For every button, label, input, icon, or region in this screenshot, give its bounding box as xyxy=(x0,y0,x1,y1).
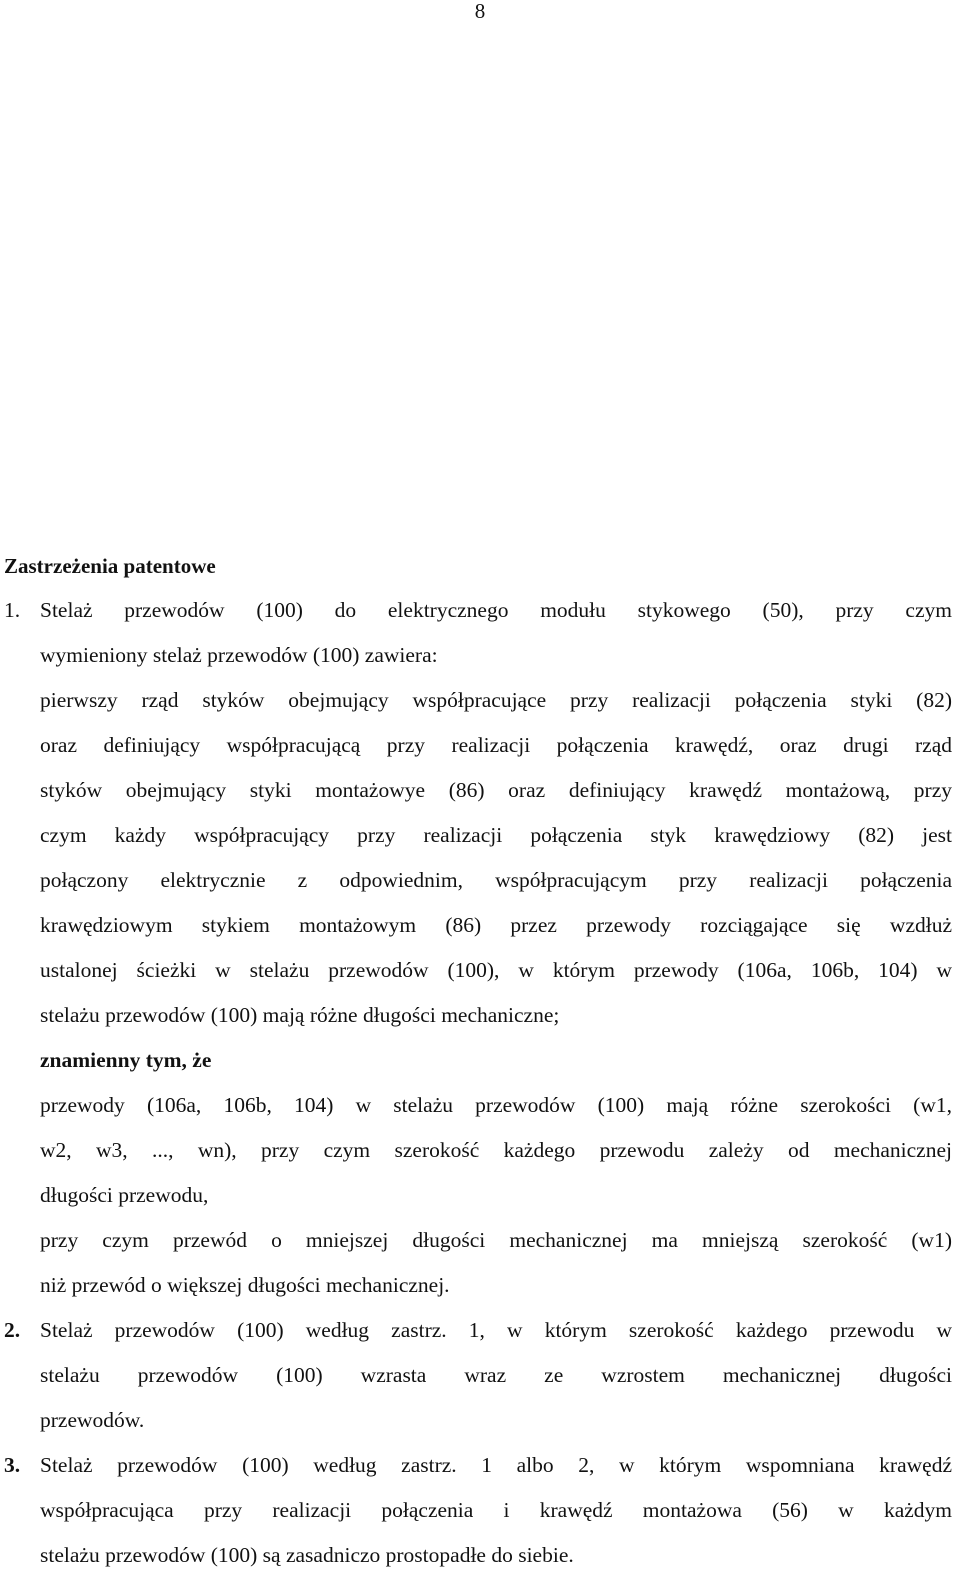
claims-heading: Zastrzeżenia patentowe xyxy=(4,554,216,578)
claim-1-line-1 xyxy=(4,595,952,625)
claim-1-line-7: połączony elektrycznie z odpowiednim, współpracującym przy realizacji połączenia xyxy=(40,868,952,892)
claim-3-number: 3. xyxy=(4,1453,21,1477)
claim-1-line-6: czym każdy współpracujący przy realizacji połączenia styk krawędziowy (82) jest xyxy=(40,823,952,847)
claim-1-line-12: przewody (106a, 106b, 104) w stelażu przewodów (100) mają różne szerokości (w1, xyxy=(40,1093,952,1117)
claim-2-number: 2. xyxy=(4,1318,21,1342)
claim-3-text-1: Stelaż przewodów (100) według zastrz. 1 albo 2, w którym wspomniana krawędź xyxy=(40,1453,952,1477)
claim-1-number: 1. xyxy=(4,598,21,622)
claim-1-line-2: wymieniony stelaż przewodów (100) zawiera: xyxy=(40,643,438,667)
claim-2-line-2: stelażu przewodów (100) wzrasta wraz ze wzrostem mechanicznej długości xyxy=(40,1363,952,1387)
claim-1-line-9: ustalonej ścieżki w stelażu przewodów (100), w którym przewody (106a, 106b, 104) w xyxy=(40,958,952,982)
claim-1-line-16: niż przewód o większej długości mechanicznej. xyxy=(40,1273,450,1297)
claim-1-line-5: styków obejmujący styki montażowye (86) oraz definiujący krawędź montażową, przy xyxy=(40,778,952,802)
claim-2-line-1 xyxy=(4,1315,952,1345)
claim-1-line-8: krawędziowym stykiem montażowym (86) przez przewody rozciągające się wzdłuż xyxy=(40,913,952,937)
claim-2-line-3: przewodów. xyxy=(40,1408,145,1432)
page-number: 8 xyxy=(474,0,486,23)
claim-1-line-4: oraz definiujący współpracującą przy realizacji połączenia krawędź, oraz drugi rząd xyxy=(40,733,952,757)
claim-1-characterizing-phrase: znamienny tym, że xyxy=(40,1048,212,1072)
claim-1-line-3: pierwszy rząd styków obejmujący współpracujące przy realizacji połączenia styki (82) xyxy=(40,688,952,712)
claim-3-line-1 xyxy=(4,1450,952,1480)
claim-1-line-15: przy czym przewód o mniejszej długości mechanicznej ma mniejszą szerokość (w1) xyxy=(40,1228,952,1252)
claim-1-line-14: długości przewodu, xyxy=(40,1183,209,1207)
claim-2-text-1: Stelaż przewodów (100) według zastrz. 1, w którym szerokość każdego przewodu w xyxy=(40,1318,952,1342)
claim-3-line-2: współpracująca przy realizacji połączenia i krawędź montażowa (56) w każdym xyxy=(40,1498,952,1522)
claim-1-text-1: Stelaż przewodów (100) do elektrycznego modułu stykowego (50), przy czym xyxy=(40,598,952,622)
claim-1-line-13: w2, w3, ..., wn), przy czym szerokość każdego przewodu zależy od mechanicznej xyxy=(40,1138,952,1162)
claim-1-line-10: stelażu przewodów (100) mają różne długości mechaniczne; xyxy=(40,1003,560,1027)
claim-3-line-3: stelażu przewodów (100) są zasadniczo prostopadłe do siebie. xyxy=(40,1543,574,1567)
